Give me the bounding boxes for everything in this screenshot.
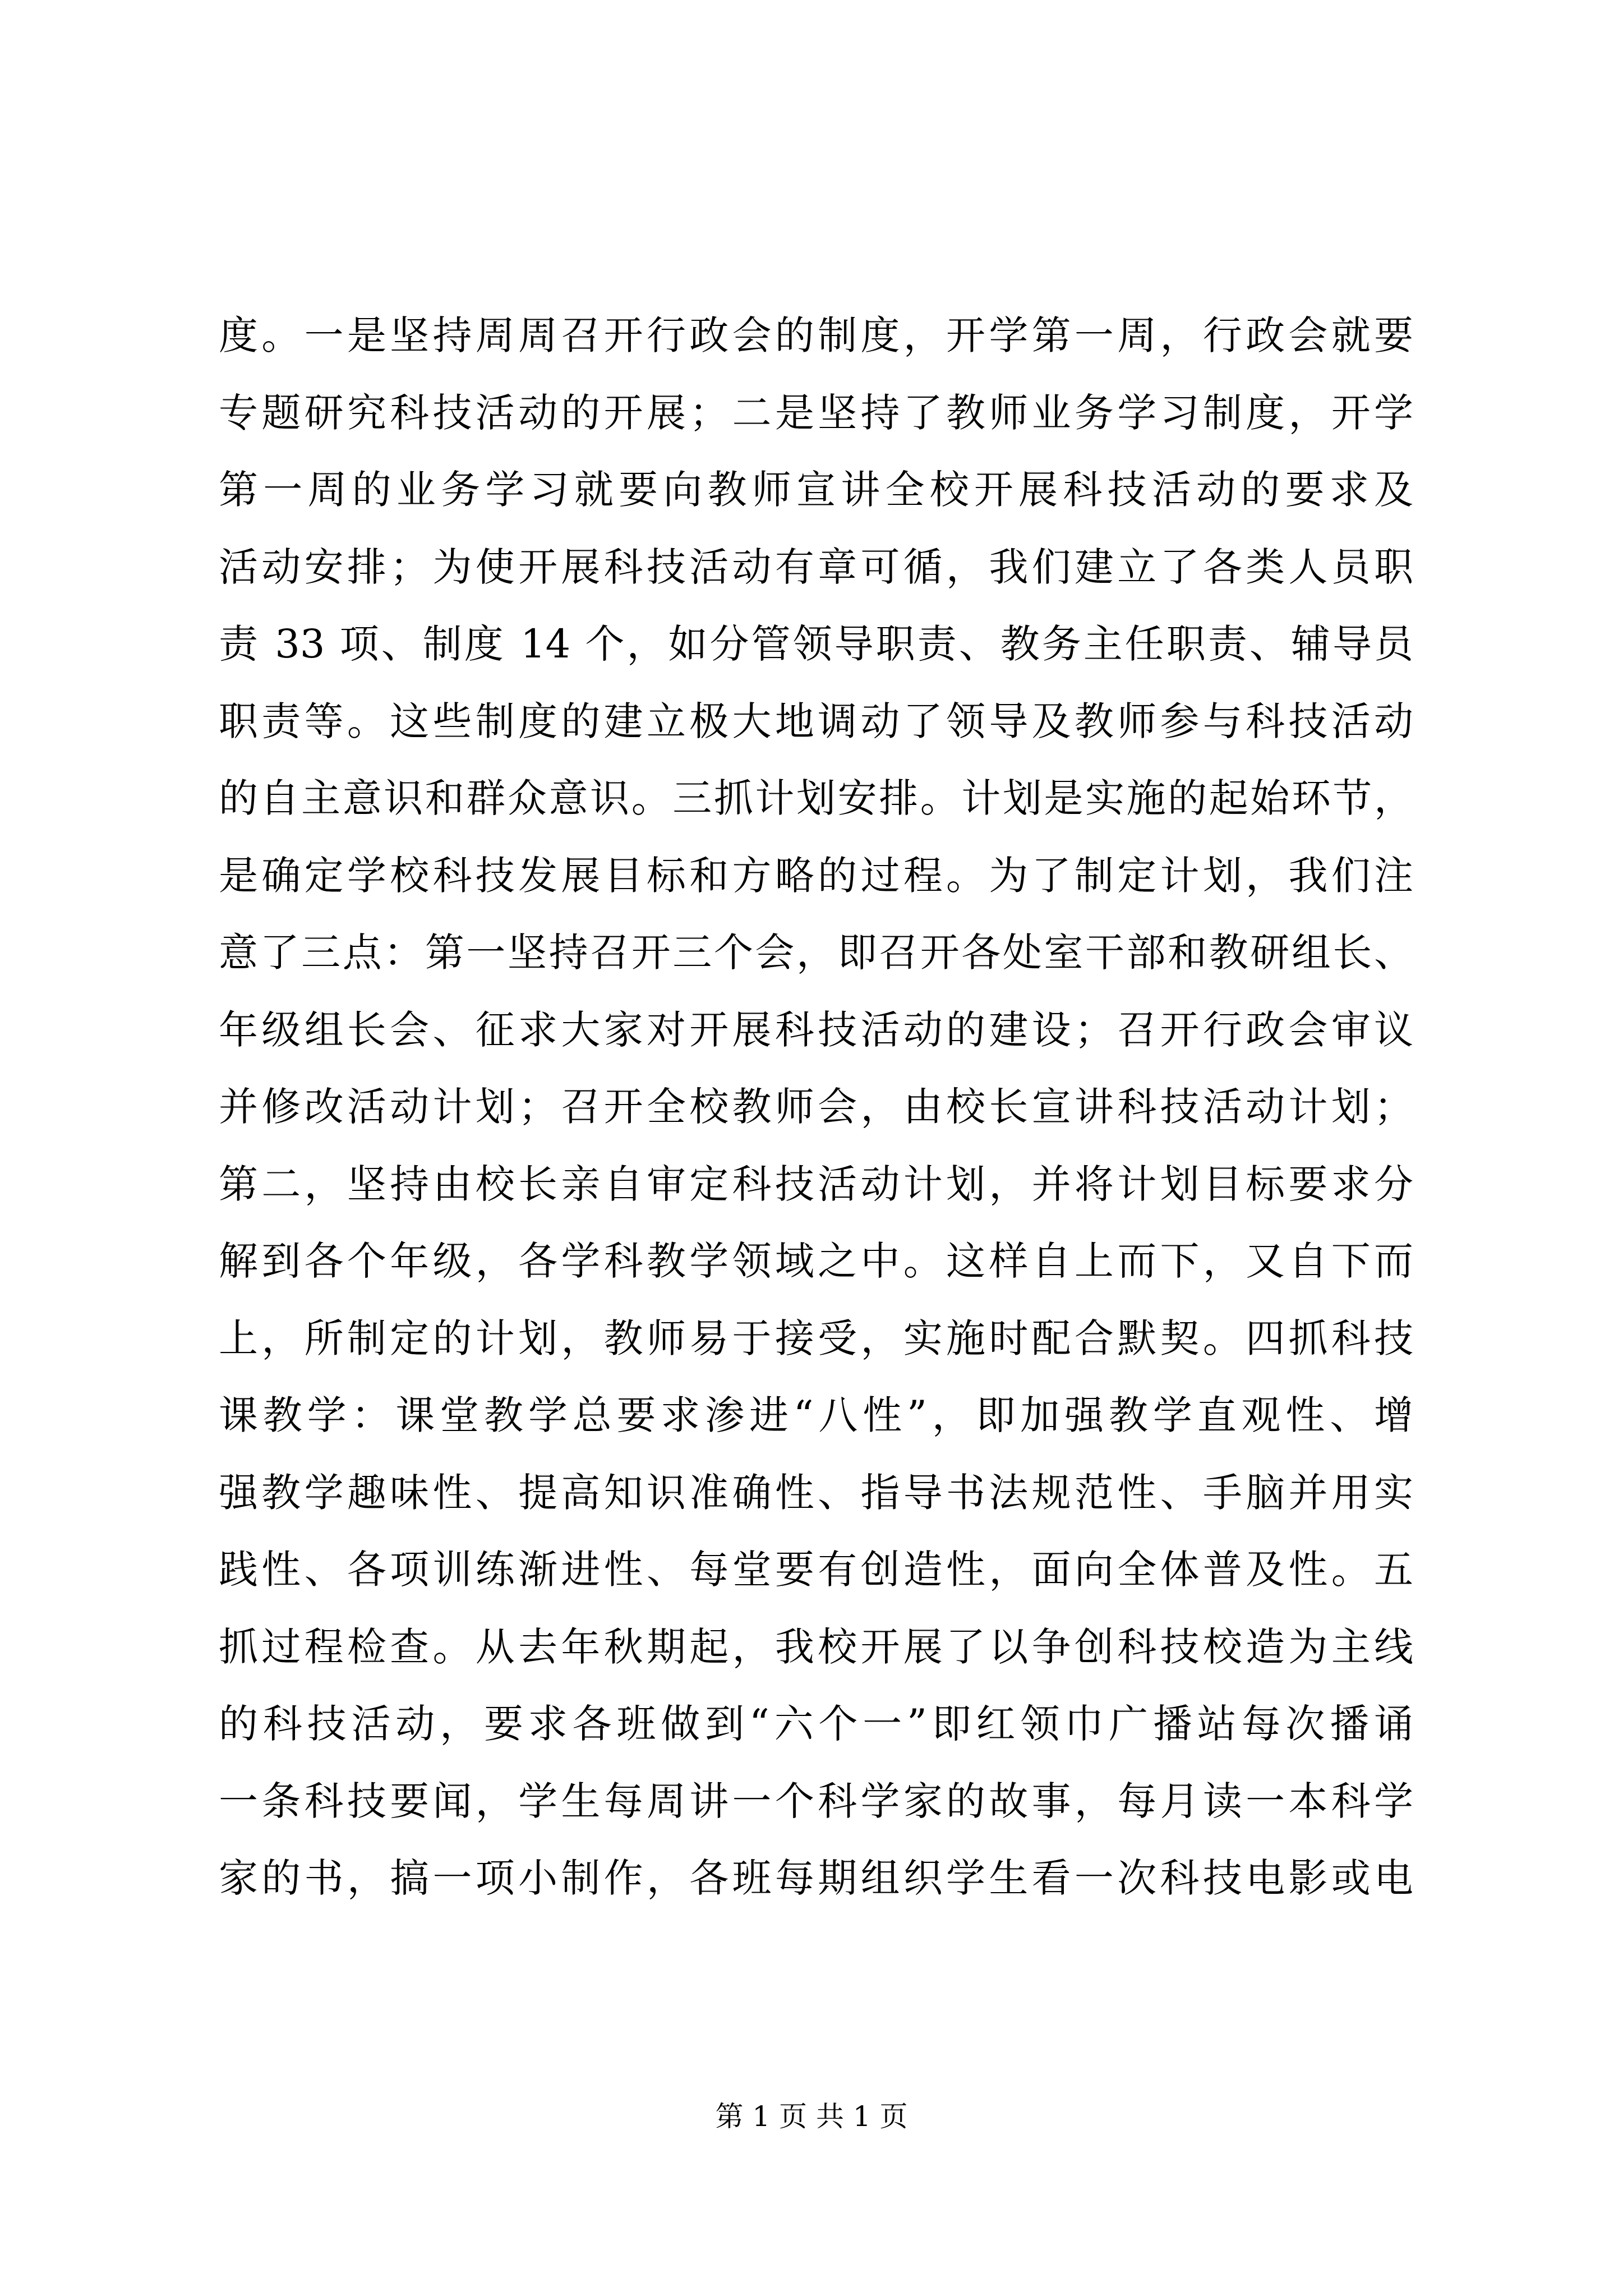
text-line: 强教学趣味性、提高知识准确性、指导书法规范性、手脑并用实 bbox=[219, 1469, 1413, 1516]
body-text bbox=[219, 297, 1413, 1917]
text-line: 责 33 项、制度 14 个，如分管领导职责、教务主任职责、辅导员 bbox=[219, 621, 1413, 667]
text-line: 专题研究科技活动的开展；二是坚持了教师业务学习制度，开学 bbox=[219, 389, 1413, 436]
text-line: 年级组长会、征求大家对开展科技活动的建设；召开行政会审议 bbox=[219, 1006, 1413, 1053]
text-line: 第二，坚持由校长亲自审定科技活动计划，并将计划目标要求分 bbox=[219, 1161, 1413, 1207]
text-line: 上，所制定的计划，教师易于接受，实施时配合默契。四抓科技 bbox=[219, 1315, 1413, 1361]
page-footer bbox=[0, 2097, 1623, 2136]
text-line: 是确定学校科技发展目标和方略的过程。为了制定计划，我们注 bbox=[219, 852, 1413, 899]
text-line: 课教学：课堂教学总要求渗进“八性”，即加强教学直观性、增 bbox=[219, 1392, 1413, 1438]
text-line: 第一周的业务学习就要向教师宣讲全校开展科技活动的要求及 bbox=[219, 467, 1413, 513]
text-line: 度。一是坚持周周召开行政会的制度，开学第一周，行政会就要 bbox=[219, 312, 1413, 358]
text-line: 践性、各项训练渐进性、每堂要有创造性，面向全体普及性。五 bbox=[219, 1547, 1413, 1593]
text-line: 解到各个年级，各学科教学领域之中。这样自上而下，又自下而 bbox=[219, 1238, 1413, 1284]
text-line: 的科技活动，要求各班做到“六个一”即红领巾广播站每次播诵 bbox=[219, 1701, 1413, 1747]
page-number: 第 1 页 共 1 页 bbox=[715, 2100, 908, 2133]
text-line: 职责等。这些制度的建立极大地调动了领导及教师参与科技活动 bbox=[219, 698, 1413, 744]
text-line: 并修改活动计划；召开全校教师会，由校长宣讲科技活动计划； bbox=[219, 1084, 1413, 1130]
text-line: 的自主意识和群众意识。三抓计划安排。计划是实施的起始环节， bbox=[219, 775, 1413, 821]
text-line: 一条科技要闻，学生每周讲一个科学家的故事，每月读一本科学 bbox=[219, 1778, 1413, 1824]
text-line: 活动安排；为使开展科技活动有章可循，我们建立了各类人员职 bbox=[219, 544, 1413, 590]
text-line: 意了三点：第一坚持召开三个会，即召开各处室干部和教研组长、 bbox=[219, 930, 1413, 976]
text-line: 家的书，搞一项小制作，各班每期组织学生看一次科技电影或电 bbox=[219, 1855, 1413, 1901]
text-line: 抓过程检查。从去年秋期起，我校开展了以争创科技校造为主线 bbox=[219, 1623, 1413, 1670]
